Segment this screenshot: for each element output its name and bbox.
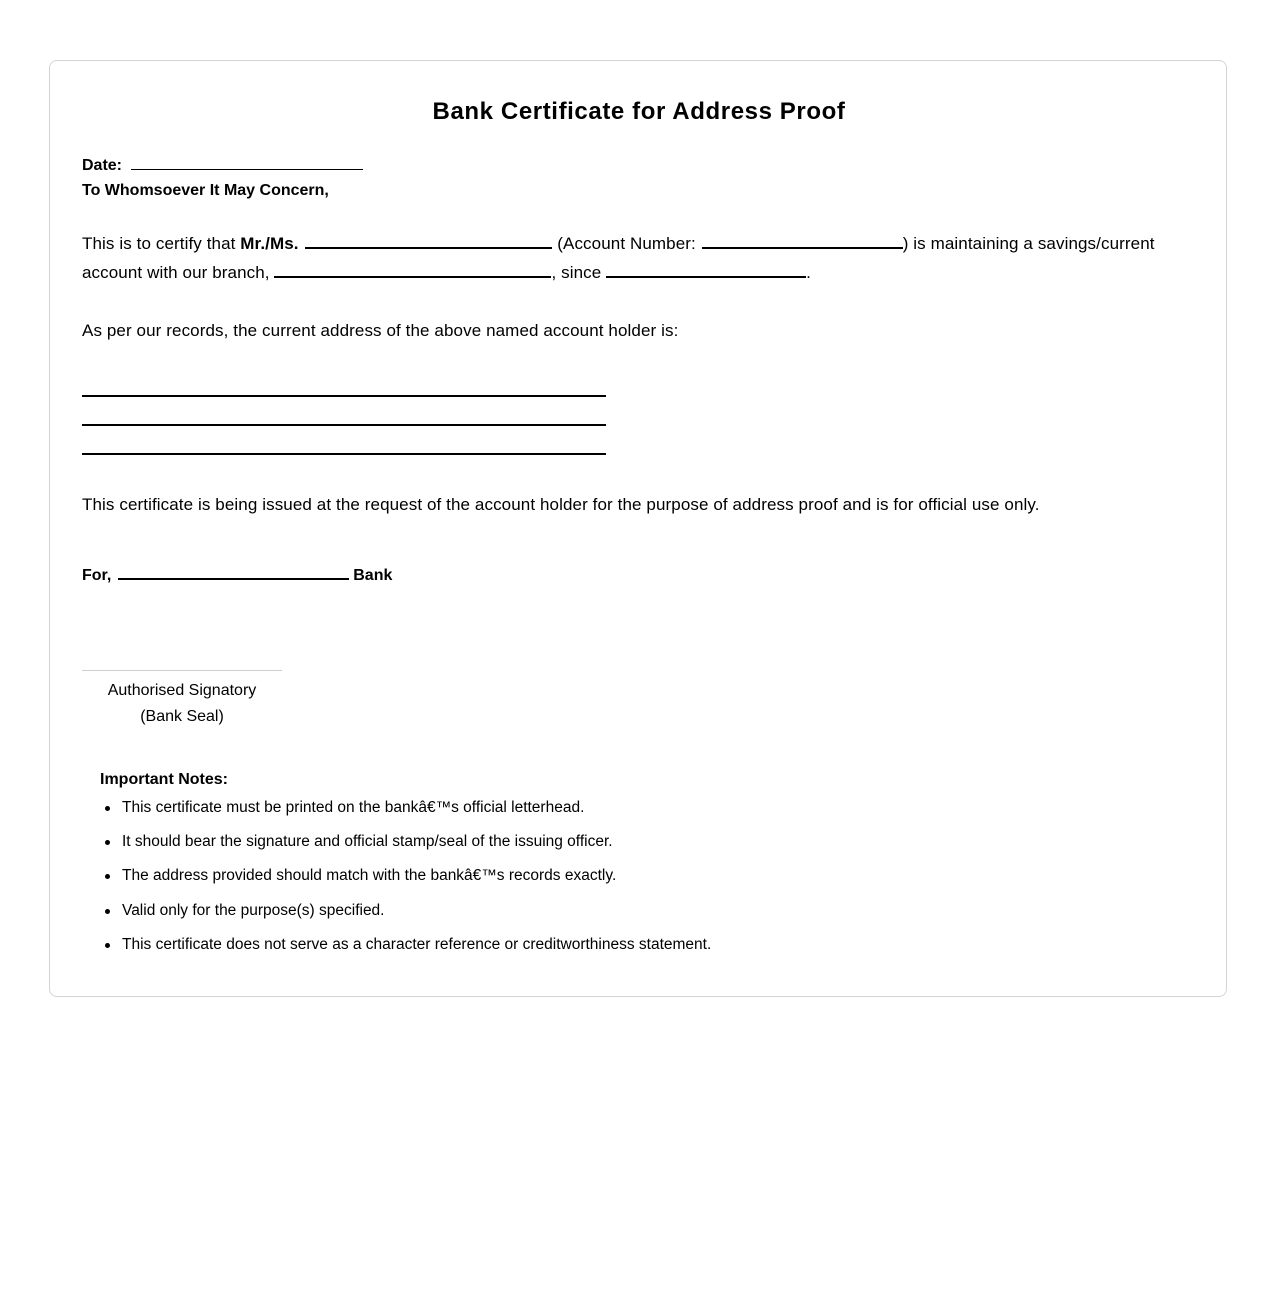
branch-blank xyxy=(274,262,551,278)
note-text: It should bear the signature and official stamp/seal of the issuing officer. xyxy=(122,833,613,850)
note-item xyxy=(122,867,616,885)
salutation: To Whomsoever It May Concern, xyxy=(82,182,329,199)
bank-label: Bank xyxy=(353,567,393,584)
note-item xyxy=(122,902,385,920)
name-blank xyxy=(305,233,552,249)
note-item xyxy=(122,936,711,954)
certify-intro: This is to certify that xyxy=(82,234,241,253)
signature-line xyxy=(82,670,282,671)
note-item xyxy=(122,833,613,851)
for-label: For, xyxy=(82,567,112,584)
account-number-close: ) is maintaining a savings/current xyxy=(902,234,1155,253)
bullet-icon xyxy=(105,806,110,811)
purpose-paragraph: This certificate is being issued at the request of the account holder for the purpose of address proof and is for official use only. xyxy=(82,495,1040,514)
note-text: The address provided should match with the bankâ€™s records exactly. xyxy=(122,867,617,884)
certify-line-1 xyxy=(82,233,1155,254)
records-paragraph: As per our records, the current address of the above named account holder is: xyxy=(82,321,679,340)
bank-seal-label: (Bank Seal) xyxy=(140,708,224,725)
account-number-open: (Account Number: xyxy=(552,234,701,253)
bullet-icon xyxy=(105,909,110,914)
note-item xyxy=(122,799,584,817)
note-text: This certificate must be printed on the bankâ€™s official letterhead. xyxy=(122,799,585,816)
account-number-blank xyxy=(702,233,903,249)
bullet-icon xyxy=(105,874,110,879)
certify-line-2 xyxy=(82,262,811,283)
address-line-2 xyxy=(82,424,606,426)
period: . xyxy=(806,263,811,282)
for-bank-row xyxy=(82,564,392,585)
honorific: Mr./Ms. xyxy=(240,234,299,253)
since-blank xyxy=(606,262,806,278)
branch-text: account with our branch, xyxy=(82,263,275,282)
bank-name-blank xyxy=(118,564,349,580)
certificate-card xyxy=(49,60,1227,997)
bullet-icon xyxy=(105,840,110,845)
since-text: , since xyxy=(551,263,607,282)
date-label: Date: xyxy=(82,157,123,174)
date-row xyxy=(82,155,363,175)
address-line-3 xyxy=(82,453,606,455)
notes-title: Important Notes: xyxy=(100,771,228,788)
signatory-label: Authorised Signatory xyxy=(107,682,257,699)
bullet-icon xyxy=(105,943,110,948)
address-line-1 xyxy=(82,395,606,397)
date-blank xyxy=(131,155,363,170)
note-text: This certificate does not serve as a character reference or creditworthiness statement. xyxy=(122,936,712,953)
note-text: Valid only for the purpose(s) specified. xyxy=(122,902,385,919)
page-title: Bank Certificate for Address Proof xyxy=(432,98,846,125)
